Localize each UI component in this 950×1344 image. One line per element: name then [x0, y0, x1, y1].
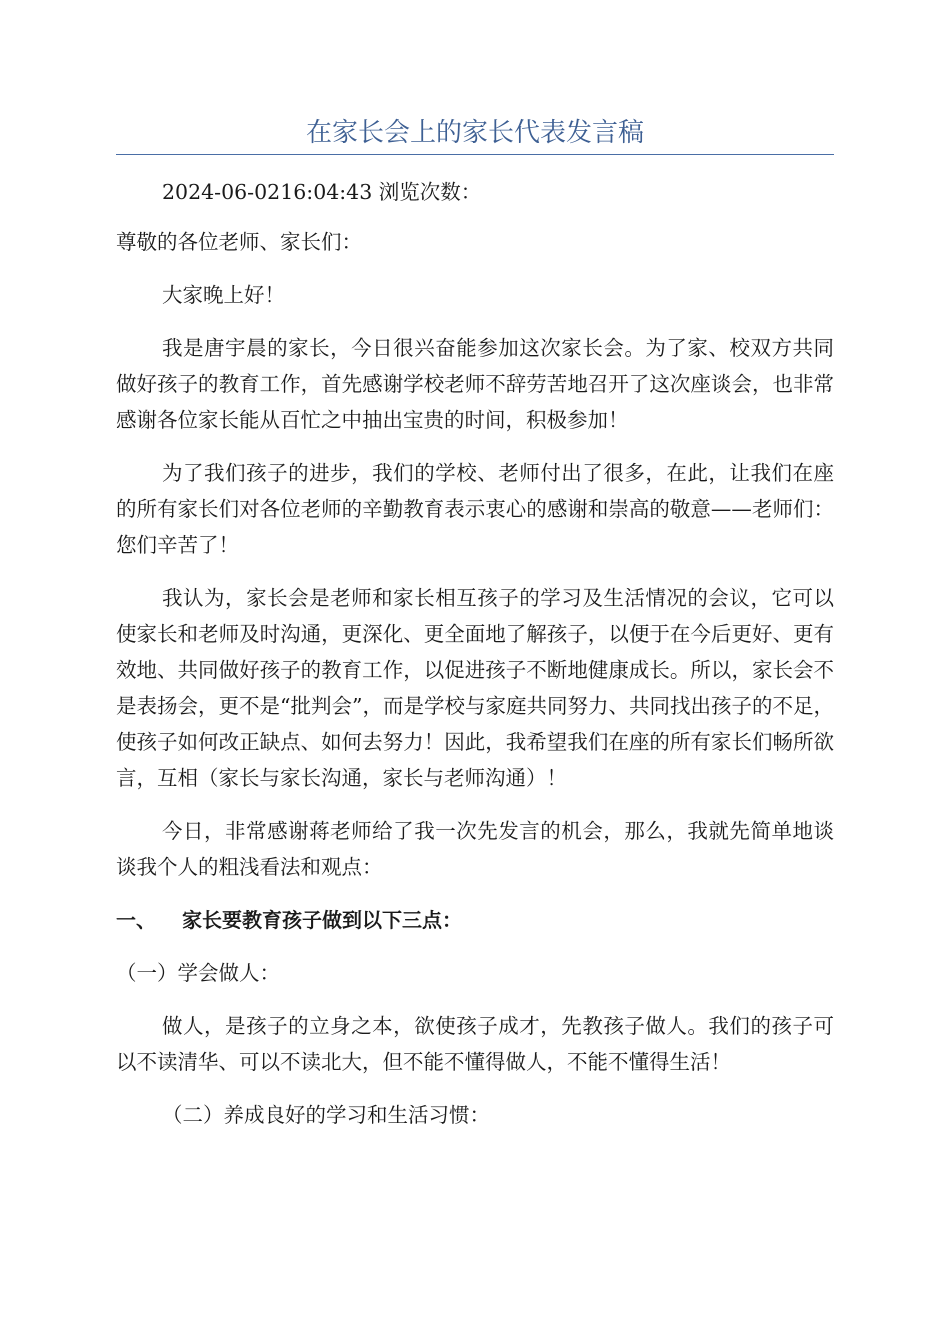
title-underline: [116, 154, 834, 155]
paragraph-thanks: 为了我们孩子的进步，我们的学校、老师付出了很多，在此，让我们在座的所有家长们对各位老师的辛勤教育表示衷心的感谢和崇高的敬意——老师们：您们辛苦了！: [116, 461, 834, 557]
subsection-text-1: 做人，是孩子的立身之本，欲使孩子成才，先教孩子做人。我们的孩子可以不读清华、可以不读北大，但不能不懂得做人，不能不懂得生活！: [116, 1014, 834, 1074]
paragraph-intro: 我是唐宇晨的家长，今日很兴奋能参加这次家长会。为了家、校双方共同做好孩子的教育工作，首先感谢学校老师不辞劳苦地召开了这次座谈会，也非常感谢各位家长能从百忙之中抽出宝贵的时间，积极参加！: [116, 336, 834, 432]
document-title: 在家长会上的家长代表发言稿: [305, 118, 644, 148]
section-heading-1: [116, 902, 834, 938]
subsection-label-2: （二）养成良好的学习和生活习惯：: [162, 1103, 490, 1127]
section-number: 一、: [116, 908, 156, 932]
paragraph-transition: 今日，非常感谢蒋老师给了我一次先发言的机会，那么，我就先简单地谈谈我个人的粗浅看法和观点：: [116, 819, 834, 879]
greeting: 大家晚上好！: [162, 283, 285, 307]
subsection-label-1: （一）学会做人：: [116, 961, 280, 985]
publish-meta: 2024-06-0216:04:43 浏览次数：: [162, 180, 482, 204]
salutation: 尊敬的各位老师、家长们：: [116, 230, 362, 254]
section-title: 家长要教育孩子做到以下三点：: [182, 908, 462, 932]
document-body: [116, 174, 834, 1150]
paragraph-opinion: 我认为，家长会是老师和家长相互孩子的学习及生活情况的会议，它可以使家长和老师及时沟通，更深化、更全面地了解孩子，以便于在今后更好、更有效地、共同做好孩子的教育工作，以促进孩子不断地健康成长。所以，家长会不是表扬会，更不是“批判会”，而是学校与家庭共同努力、共同找出孩子的不足，使孩子如何改正缺点、如何去努力！因此，我希望我们在座的所有家长们畅所欲言，互相（家长与家长沟通，家长与老师沟通）！: [116, 586, 834, 790]
